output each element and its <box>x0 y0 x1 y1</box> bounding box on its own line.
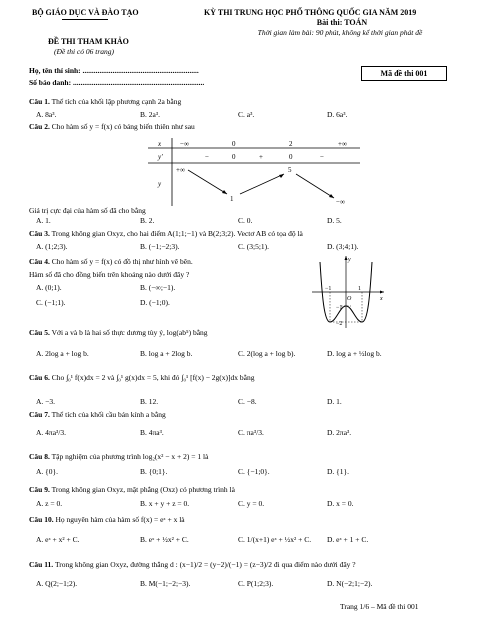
q2-option-a[interactable]: A. 1. <box>36 216 51 225</box>
q1-option-a[interactable]: A. 8a³. <box>36 110 57 119</box>
q5-option-a[interactable]: A. 2log a + log b. <box>36 349 89 358</box>
q8-option-c[interactable]: C. {−1;0}. <box>238 467 270 476</box>
graph-ytick-neg1: −1 <box>336 305 343 311</box>
q10-option-c[interactable]: C. 1/(x+1) eˣ + ½x² + C. <box>238 535 312 544</box>
table-y-0: +∞ <box>176 166 185 174</box>
q11-option-c[interactable]: C. P(1;2;3). <box>238 579 274 588</box>
q6-option-c[interactable]: C. −8. <box>238 397 257 406</box>
q9-label: Câu 9. <box>29 485 50 494</box>
table-sign-0: − <box>205 153 209 161</box>
q1-text: Thể tích của khối lập phương cạnh 2a bằng <box>51 97 182 106</box>
table-sign-4: − <box>320 153 324 161</box>
table-y-3: −∞ <box>336 198 345 206</box>
q1-stem <box>29 97 181 106</box>
q2-option-d[interactable]: D. 5. <box>327 216 342 225</box>
q1-label: Câu 1. <box>29 97 50 106</box>
exam-title: KỲ THI TRUNG HỌC PHỔ THÔNG QUỐC GIA NĂM 2019 <box>204 8 417 17</box>
q3-stem <box>29 229 303 238</box>
q6-option-a[interactable]: A. −3. <box>36 397 56 406</box>
pages-note: (Đề thi có 06 trang) <box>54 47 114 56</box>
time-note: Thời gian làm bài: 90 phút, không kể thời gian phát đề <box>257 28 423 37</box>
q6-label: Câu 6. <box>29 373 50 382</box>
q9-option-c[interactable]: C. y = 0. <box>238 499 265 508</box>
q4-label: Câu 4. <box>29 257 50 266</box>
graph-origin-label: O <box>347 296 352 302</box>
q4-option-a[interactable]: A. (0;1). <box>36 283 62 292</box>
exam-code: Mã đề thi 001 <box>361 66 447 81</box>
q3-option-b[interactable]: B. (−1;−2;3). <box>140 242 180 251</box>
function-graph <box>308 254 388 330</box>
table-x-3: +∞ <box>338 140 347 148</box>
q7-option-a[interactable]: A. 4πa³/3. <box>36 428 66 437</box>
q11-option-d[interactable]: D. N(−2;1;−2). <box>327 579 373 588</box>
doc-type: ĐỀ THI THAM KHẢO <box>48 37 129 46</box>
q2-option-b[interactable]: B. 2. <box>140 216 155 225</box>
q11-option-a[interactable]: A. Q(2;−1;2). <box>36 579 78 588</box>
q4-option-d[interactable]: D. (−1;0). <box>140 298 170 307</box>
header-rule <box>62 19 108 20</box>
table-y-2: 5 <box>288 166 292 174</box>
table-x-0: −∞ <box>180 140 189 148</box>
q7-label: Câu 7. <box>29 410 50 419</box>
subject: Bài thi: TOÁN <box>316 18 368 27</box>
q10-label: Câu 10. <box>29 515 54 524</box>
q1-option-d[interactable]: D. 6a³. <box>327 110 348 119</box>
q2-stem <box>29 122 195 131</box>
q6-stem <box>29 373 255 382</box>
q8-option-d[interactable]: D. {1}. <box>327 467 349 476</box>
q8-option-a[interactable]: A. {0}. <box>36 467 58 476</box>
q3-option-d[interactable]: D. (3;4;1). <box>327 242 359 251</box>
q11-label: Câu 11. <box>29 560 54 569</box>
table-y-label: y <box>158 180 162 188</box>
variation-table <box>148 138 360 206</box>
page-footer: Trang 1/6 – Mã đề thi 001 <box>340 602 419 611</box>
q4-option-b[interactable]: B. (−∞;−1). <box>140 283 176 292</box>
q10-option-d[interactable]: D. eˣ + 1 + C. <box>327 535 369 544</box>
q11-stem <box>29 560 356 569</box>
q7-option-c[interactable]: C. πa³/3. <box>238 428 264 437</box>
q3-option-c[interactable]: C. (3;5;1). <box>238 242 270 251</box>
graph-y-label: y <box>348 257 351 263</box>
table-x-label: x <box>158 140 162 148</box>
ministry-name: BỘ GIÁO DỤC VÀ ĐÀO TẠO <box>32 8 139 17</box>
q1-option-b[interactable]: B. 2a³. <box>140 110 160 119</box>
q10-option-a[interactable]: A. eˣ + x² + C. <box>36 535 80 544</box>
candidate-id: Số báo danh: ...................................................................... <box>29 78 205 87</box>
graph-ytick-neg2: −2 <box>336 321 343 327</box>
q5-option-d[interactable]: D. log a + ½log b. <box>327 349 382 358</box>
q9-option-b[interactable]: B. x + y + z = 0. <box>140 499 190 508</box>
q8-stem <box>29 452 208 461</box>
q9-text: Trong không gian Oxyz, mặt phẳng (Oxz) có phương trình là <box>51 485 235 494</box>
q2-option-c[interactable]: C. 0. <box>238 216 253 225</box>
q5-stem <box>29 328 208 337</box>
q2-text: Cho hàm số y = f(x) có bảng biến thiên như sau <box>51 122 195 131</box>
q7-stem <box>29 410 166 419</box>
q6-option-d[interactable]: D. 1. <box>327 397 342 406</box>
q3-label: Câu 3. <box>29 229 50 238</box>
q3-option-a[interactable]: A. (1;2;3). <box>36 242 68 251</box>
q8-text: Tập nghiệm của phương trình log₂(x² − x + 2) = 1 là <box>51 452 209 461</box>
q3-text: Trong không gian Oxyz, cho hai điểm A(1;1;−1) và B(2;3;2). Vectơ AB có tọa độ là <box>51 229 303 238</box>
graph-xtick-neg1: −1 <box>325 286 332 292</box>
q2-label: Câu 2. <box>29 122 50 131</box>
q8-option-b[interactable]: B. {0;1}. <box>140 467 168 476</box>
graph-xtick-1: 1 <box>358 286 361 292</box>
q11-option-b[interactable]: B. M(−1;−2;−3). <box>140 579 191 588</box>
q5-text: Với a và b là hai số thực dương tùy ý, log(ab⁵) bằng <box>51 328 208 337</box>
q10-stem <box>29 515 185 524</box>
q7-option-b[interactable]: B. 4πa³. <box>140 428 164 437</box>
q10-text: Họ nguyên hàm của hàm số f(x) = eˣ + x là <box>55 515 185 524</box>
table-sign-1: 0 <box>232 153 236 161</box>
q9-option-a[interactable]: A. z = 0. <box>36 499 63 508</box>
q4-option-c[interactable]: C. (−1;1). <box>36 298 66 307</box>
q7-text: Thể tích của khối cầu bán kính a bằng <box>51 410 166 419</box>
candidate-name: Họ, tên thí sinh: .............................................................. <box>29 66 199 75</box>
q9-stem <box>29 485 235 494</box>
table-sign-2: + <box>259 153 263 161</box>
graph-x-label: x <box>380 296 383 302</box>
table-x-2: 2 <box>289 140 293 148</box>
q6-text: Cho ∫₀¹ f(x)dx = 2 và ∫₀¹ g(x)dx = 5, khi đó ∫₀¹ [f(x) − 2g(x)]dx bằng <box>51 373 255 382</box>
q4-text: Cho hàm số y = f(x) có đồ thị như hình vẽ bên. <box>51 257 193 266</box>
q4-stem <box>29 257 193 266</box>
q6-option-b[interactable]: B. 12. <box>140 397 159 406</box>
table-y-1: 1 <box>230 195 234 203</box>
q4-line2: Hàm số đã cho đồng biến trên khoảng nào dưới đây ? <box>29 270 190 279</box>
q7-option-d[interactable]: D. 2πa³. <box>327 428 352 437</box>
q8-label: Câu 8. <box>29 452 50 461</box>
table-sign-3: 0 <box>289 153 293 161</box>
q5-option-c[interactable]: C. 2(log a + log b). <box>238 349 296 358</box>
q9-option-d[interactable]: D. x = 0. <box>327 499 354 508</box>
q11-text: Trong không gian Oxyz, đường thẳng d : (x−1)/2 = (y−2)/(−1) = (z−3)/2 đi qua điểm nào dưới đây ? <box>54 560 356 569</box>
q1-option-c[interactable]: C. a³. <box>238 110 255 119</box>
table-x-1: 0 <box>232 140 236 148</box>
q2-followup: Giá trị cực đại của hàm số đã cho bằng <box>29 206 146 215</box>
q5-label: Câu 5. <box>29 328 50 337</box>
table-yp-label: y′ <box>158 153 163 161</box>
q10-option-b[interactable]: B. eˣ + ½x² + C. <box>140 535 189 544</box>
q5-option-b[interactable]: B. log a + 2log b. <box>140 349 193 358</box>
